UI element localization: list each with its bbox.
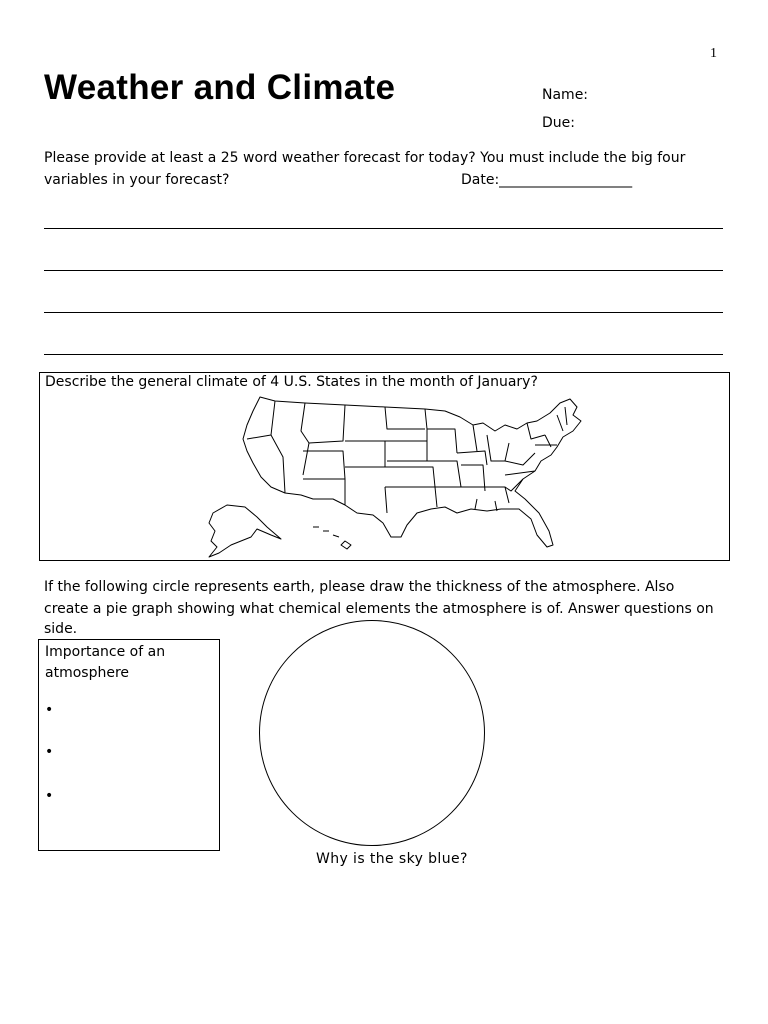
answer-line-1[interactable] bbox=[44, 228, 723, 229]
atmosphere-prompt-line2: create a pie graph showing what chemical elements the atmosphere is of. Answer questions on bbox=[44, 601, 714, 617]
climate-map-box bbox=[39, 372, 730, 561]
sky-blue-question: Why is the sky blue? bbox=[316, 851, 468, 867]
forecast-prompt-line1: Please provide at least a 25 word weather forecast for today? You must include the big four bbox=[44, 150, 686, 166]
importance-box[interactable] bbox=[38, 639, 220, 851]
bullet-point: • bbox=[45, 788, 54, 804]
us-states-map-icon bbox=[205, 395, 615, 559]
earth-circle[interactable] bbox=[259, 620, 485, 846]
answer-line-4[interactable] bbox=[44, 354, 723, 355]
date-field[interactable]: Date:___________________ bbox=[461, 172, 633, 188]
bullet-point: • bbox=[45, 702, 54, 718]
answer-line-2[interactable] bbox=[44, 270, 723, 271]
forecast-prompt-line2: variables in your forecast? bbox=[44, 172, 230, 188]
worksheet-title: Weather and Climate bbox=[44, 68, 396, 107]
answer-line-3[interactable] bbox=[44, 312, 723, 313]
climate-prompt: Describe the general climate of 4 U.S. States in the month of January? bbox=[45, 374, 538, 390]
due-label: Due: bbox=[542, 115, 575, 131]
name-label: Name: bbox=[542, 87, 589, 103]
atmosphere-prompt-line3: side. bbox=[44, 621, 78, 637]
importance-heading-line1: Importance of an bbox=[45, 644, 166, 660]
atmosphere-prompt-line1: If the following circle represents earth, please draw the thickness of the atmosphere. Also bbox=[44, 579, 675, 595]
page-number: 1 bbox=[710, 46, 717, 61]
importance-heading-line2: atmosphere bbox=[45, 665, 129, 681]
bullet-point: • bbox=[45, 744, 54, 760]
